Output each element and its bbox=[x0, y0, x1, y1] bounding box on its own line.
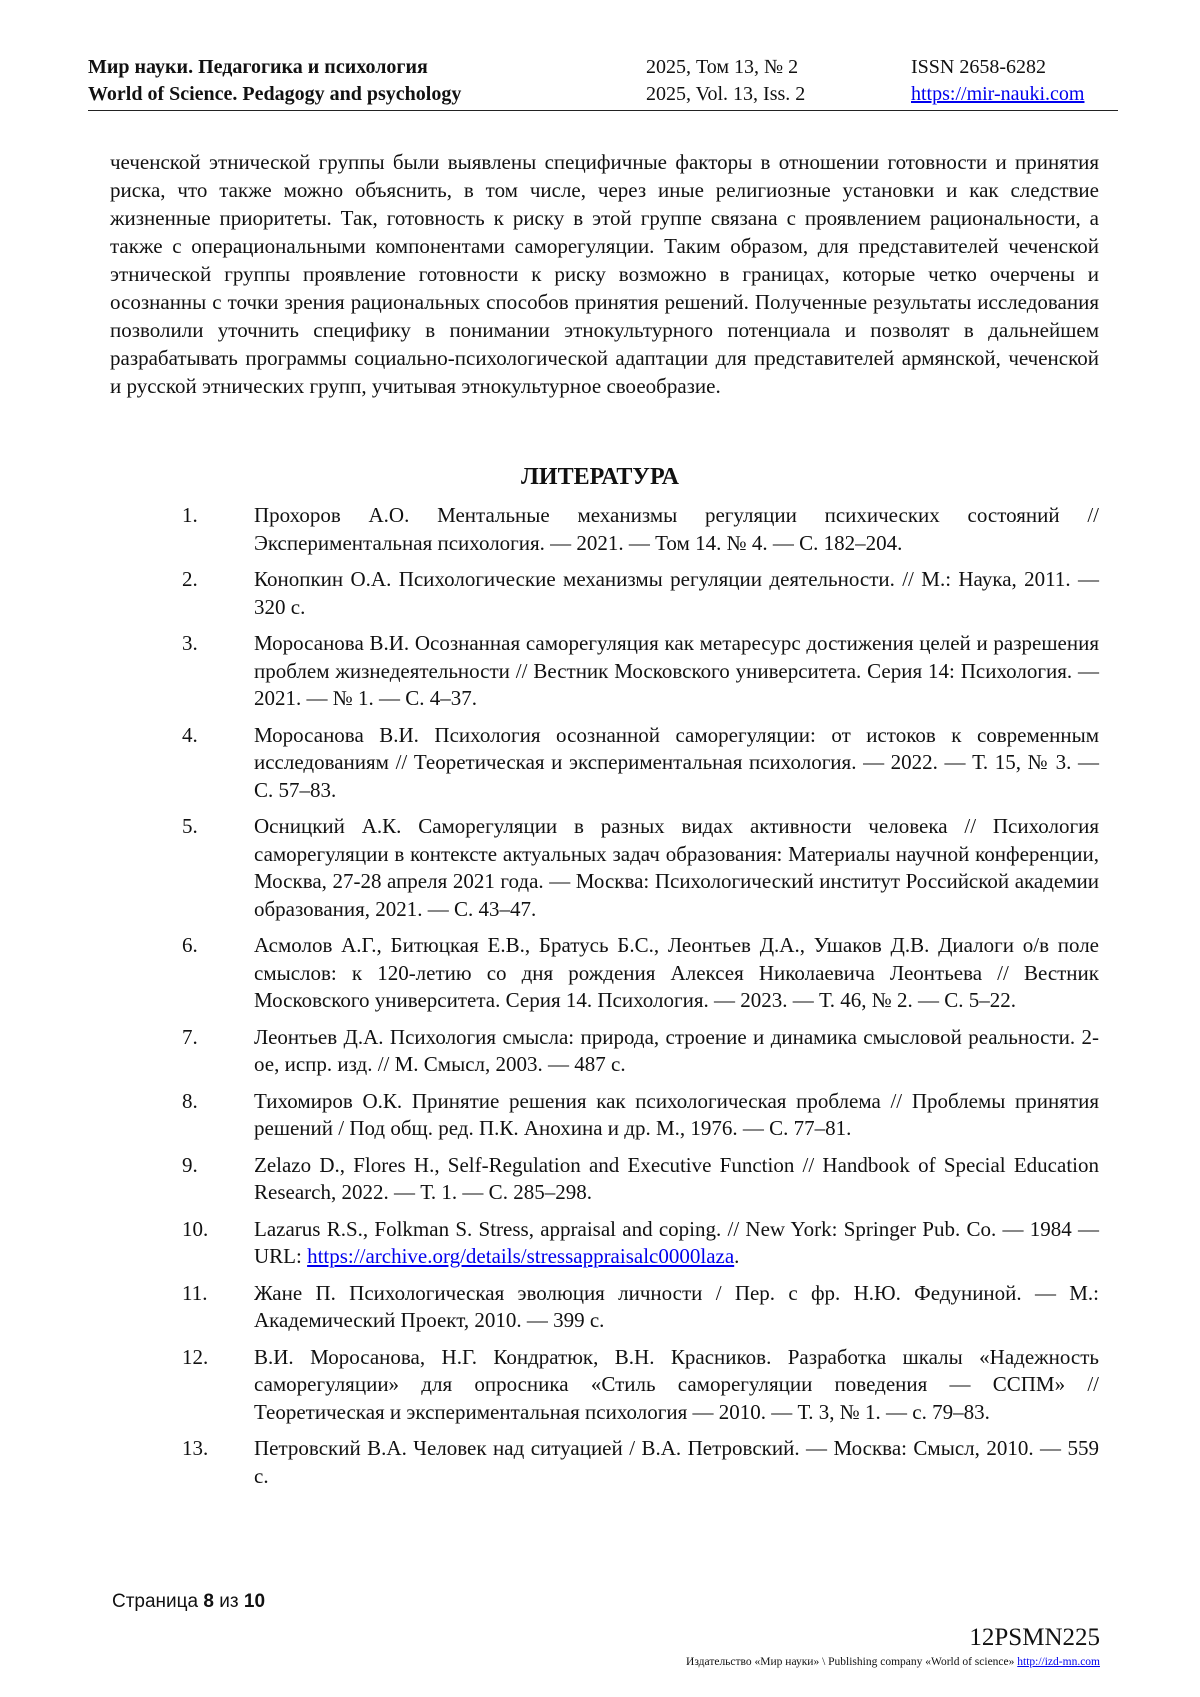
reference-text: Осницкий А.К. Саморегуляции в разных видах активности человека // Психология саморегуляции в контексте актуальных задач образования: Материалы научной конференции, Москва, 27-28 апреля 2021 года. — Москва: Психологический институт Российской академии образования, 2021. — С. 43–47. bbox=[254, 814, 1099, 921]
article-code: 12PSMN225 bbox=[969, 1624, 1100, 1651]
reference-item bbox=[110, 1216, 1099, 1271]
reference-text: Zelazo D., Flores H., Self-Regulation and Executive Function // Handbook of Special Education Research, 2022. — Т. 1. — С. 285–298. bbox=[254, 1152, 1099, 1204]
body-paragraph: чеченской этнической группы были выявлены специфичные факторы в отношении готовности и принятия риска, что также можно объяснить, в том числе, через иные религиозные установки и как следствие жизненные приоритеты. Так, готовность к риску в этой группе связана с проявлением рациональности, а также с операциональными компонентами саморегуляции. Таким образом, для представителей чеченской этнической группы проявление готовности к риску возможно в границах, которые четко очерчены и осознанны с точки зрения рациональных способов принятия решений. Полученные результаты исследования позволили уточнить специфику в понимании этнокультурного потенциала и позволят в дальнейшем разрабатывать программы социально-психологической адаптации для представителей армянской, чеченской и русской этнических групп, учитывая этнокультурное своеобразие. bbox=[110, 150, 1099, 398]
page-header bbox=[88, 54, 1118, 111]
reference-text: Тихомиров О.К. Принятие решения как психологическая проблема // Проблемы принятия решений / Под общ. ред. П.К. Анохина и др. М., 1976. — С. 77–81. bbox=[254, 1088, 1099, 1140]
page-number bbox=[112, 1590, 265, 1614]
page-label: Страница bbox=[112, 1591, 199, 1612]
reference-item bbox=[110, 1088, 1099, 1143]
reference-item bbox=[110, 722, 1099, 805]
reference-tail: . bbox=[734, 1244, 740, 1268]
reference-text: Леонтьев Д.А. Психология смысла: природа, строение и динамика смысловой реальности. 2-ое, испр. изд. // М. Смысл, 2003. — 487 с. bbox=[254, 1024, 1099, 1076]
reference-item bbox=[110, 502, 1099, 557]
reference-item bbox=[110, 1435, 1099, 1490]
issn: ISSN 2658-6282 bbox=[911, 56, 1047, 78]
reference-number: 13. bbox=[182, 1436, 209, 1460]
reference-text: Конопкин О.А. Психологические механизмы регуляции деятельности. // М.: Наука, 2011. — 320 с. bbox=[254, 567, 1099, 619]
page-current: 8 bbox=[203, 1591, 214, 1612]
reference-number: 4. bbox=[182, 722, 198, 747]
reference-number: 9. bbox=[182, 1152, 198, 1177]
issn-block bbox=[911, 54, 1084, 108]
literature-title: ЛИТЕРАТУРА bbox=[521, 464, 679, 490]
reference-list bbox=[110, 502, 1099, 1499]
reference-url-link[interactable]: https://archive.org/details/stressappraisalc0000laza bbox=[307, 1244, 735, 1268]
reference-text: Lazarus R.S., Folkman S. Stress, appraisal and coping. // New York: Springer Pub. Co. — 1984 — URL: bbox=[254, 1216, 1099, 1268]
reference-item bbox=[110, 932, 1099, 1015]
reference-text: Петровский В.А. Человек над ситуацией / В.А. Петровский. — Москва: Смысл, 2010. — 559 с. bbox=[254, 1436, 1099, 1488]
publisher-name: Издательство «Мир науки» \ Publishing company «World of science» bbox=[686, 1656, 1015, 1668]
reference-item bbox=[110, 1152, 1099, 1207]
reference-text: Жане П. Психологическая эволюция личности / Пер. с фр. Н.Ю. Федуниной. — М.: Академический Проект, 2010. — 399 с. bbox=[254, 1280, 1099, 1332]
reference-item bbox=[110, 1344, 1099, 1427]
reference-number: 10. bbox=[182, 1216, 209, 1241]
reference-text: Моросанова В.И. Осознанная саморегуляция как метаресурс достижения целей и разрешения проблем жизнедеятельности // Вестник Московского университета. Серия 14: Психология. — 2021. — № 1. — С. 4–37. bbox=[254, 631, 1099, 710]
publisher-link[interactable]: http://izd-mn.com bbox=[1017, 1656, 1100, 1668]
reference-text: Моросанова В.И. Психология осознанной саморегуляции: от истоков к современным исследованиям // Теоретическая и экспериментальная психология. — 2022. — Т. 15, № 3. — С. 57–83. bbox=[254, 722, 1099, 802]
page-of: из bbox=[219, 1591, 239, 1612]
journal-site-link[interactable]: https://mir-nauki.com bbox=[911, 83, 1085, 105]
publisher-line bbox=[686, 1654, 1100, 1670]
reference-number: 3. bbox=[182, 631, 198, 655]
reference-item bbox=[110, 566, 1099, 621]
journal-title-ru: Мир науки. Педагогика и психология bbox=[88, 56, 428, 78]
reference-number: 11. bbox=[182, 1280, 208, 1305]
issue-ru: 2025, Том 13, № 2 bbox=[646, 56, 799, 78]
journal-title-en: World of Science. Pedagogy and psychology bbox=[88, 83, 462, 105]
reference-number: 5. bbox=[182, 814, 198, 838]
reference-item bbox=[110, 813, 1099, 923]
reference-number: 1. bbox=[182, 503, 198, 527]
reference-item bbox=[110, 1280, 1099, 1335]
reference-item bbox=[110, 630, 1099, 713]
page-total: 10 bbox=[243, 1591, 266, 1612]
reference-number: 6. bbox=[182, 933, 198, 957]
reference-number: 2. bbox=[182, 567, 198, 591]
reference-number: 8. bbox=[182, 1088, 198, 1113]
journal-title-block bbox=[88, 54, 461, 108]
issue-block bbox=[646, 54, 805, 108]
reference-text: В.И. Моросанова, Н.Г. Кондратюк, В.Н. Красников. Разработка шкалы «Надежность саморегуляции» для опросника «Стиль саморегуляции поведения — ССПМ» // Теоретическая и экспериментальная психология — 2010. — Т. 3, № 1. — с. 79–83. bbox=[254, 1344, 1099, 1424]
reference-number: 12. bbox=[182, 1344, 209, 1369]
reference-number: 7. bbox=[182, 1024, 198, 1049]
reference-item bbox=[110, 1024, 1099, 1079]
reference-text: Асмолов А.Г., Битюцкая Е.В., Братусь Б.С., Леонтьев Д.А., Ушаков Д.В. Диалоги о/в поле смыслов: к 120-летию со дня рождения Алексея Николаевича Леонтьева // Вестник Московского университета. Серия 14. Психология. — 2023. — Т. 46, № 2. — С. 5–22. bbox=[254, 933, 1099, 1012]
issue-en: 2025, Vol. 13, Iss. 2 bbox=[646, 83, 806, 105]
reference-text: Прохоров А.О. Ментальные механизмы регуляции психических состояний // Экспериментальная психология. — 2021. — Том 14. № 4. — С. 182–204. bbox=[254, 503, 1099, 555]
